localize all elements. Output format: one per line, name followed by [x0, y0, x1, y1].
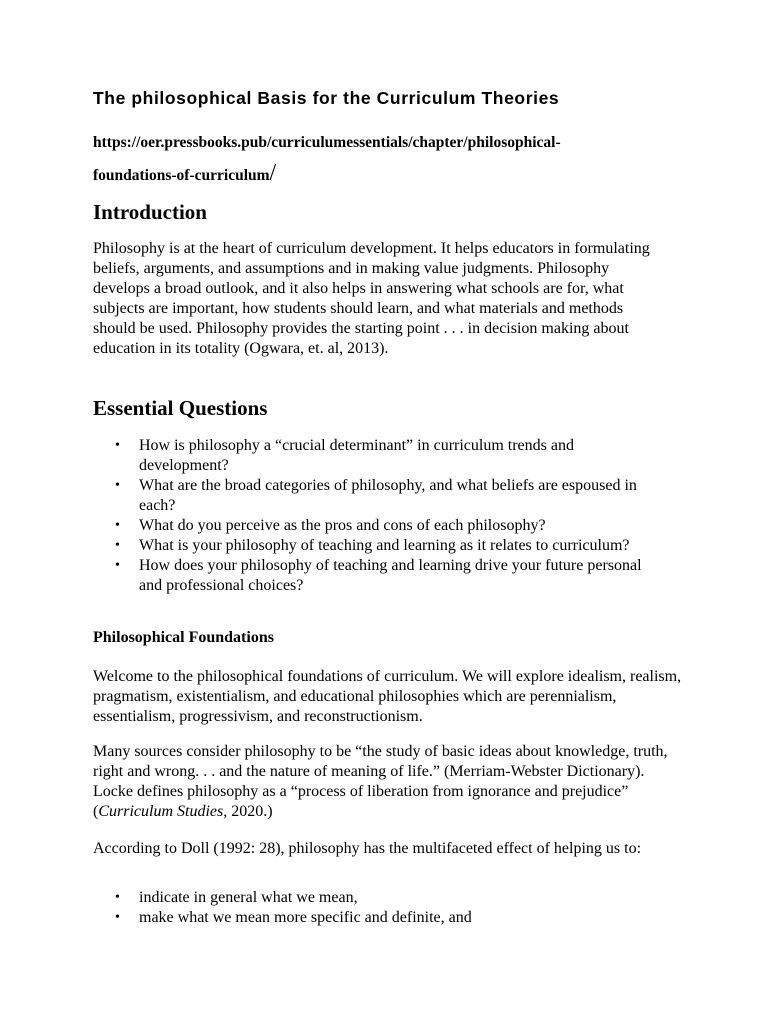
introduction-heading: Introduction: [93, 200, 207, 224]
citation-title: Curriculum Studies: [98, 803, 224, 820]
source-url[interactable]: [93, 128, 653, 191]
doll-list: [93, 888, 653, 928]
source-url-slash[interactable]: /: [269, 160, 277, 186]
question-item: • What is your philosophy of teaching and learning as it relates to curriculum?: [93, 536, 653, 556]
philosophical-foundations-heading: Philosophical Foundations: [93, 629, 274, 646]
document-title: The philosophical Basis for the Curriculum Theories: [93, 88, 560, 108]
question-item: • How is philosophy a “crucial determinant” in curriculum trends and development?: [93, 436, 653, 476]
question-item: • What do you perceive as the pros and cons of each philosophy?: [93, 516, 653, 536]
source-url-line2[interactable]: foundations-of-curriculum: [93, 167, 270, 184]
welcome-paragraph: Welcome to the philosophical foundations of curriculum. We will explore idealism, realism, pragmatism, existentialism, and educational philosophies which are perennialism, essentialism, progressivism, and reconstructionism.: [93, 668, 682, 725]
source-url-line1[interactable]: https://oer.pressbooks.pub/curriculumessentials/chapter/philosophical-: [93, 134, 561, 151]
doll-item: • make what we mean more specific and definite, and: [93, 908, 653, 928]
essential-questions-heading: Essential Questions: [93, 396, 268, 420]
question-item: • How does your philosophy of teaching and learning drive your future personal and professional choices?: [93, 556, 653, 596]
introduction-paragraph: Philosophy is at the heart of curriculum development. It helps educators in formulating beliefs, arguments, and assumptions and in making value judgments. Philosophy develops a broad outlook, and it also helps in answering what schools are for, what subjects are important, how students should learn, and what materials and methods should be used. Philosophy provides the starting point . . . in decision making about education in its totality (Ogwara, et. al, 2013).: [93, 240, 650, 357]
doll-paragraph: According to Doll (1992: 28), philosophy has the multifaceted effect of helping us to:: [93, 840, 642, 857]
definitions-text: Many sources consider philosophy to be “the study of basic ideas about knowledge, truth, right and wrong. . . and the nature of meaning of life.” (Merriam-Webster Dictionary). Locke defines philosophy as a “process of liberation from ignorance and prejudice” (: [93, 743, 668, 820]
definitions-paragraph: [93, 742, 683, 822]
essential-questions-list: [93, 436, 653, 596]
doll-item: • indicate in general what we mean,: [93, 888, 653, 908]
question-item: • What are the broad categories of philosophy, and what beliefs are espoused in each?: [93, 476, 653, 516]
citation-year: , 2020.): [223, 803, 273, 820]
